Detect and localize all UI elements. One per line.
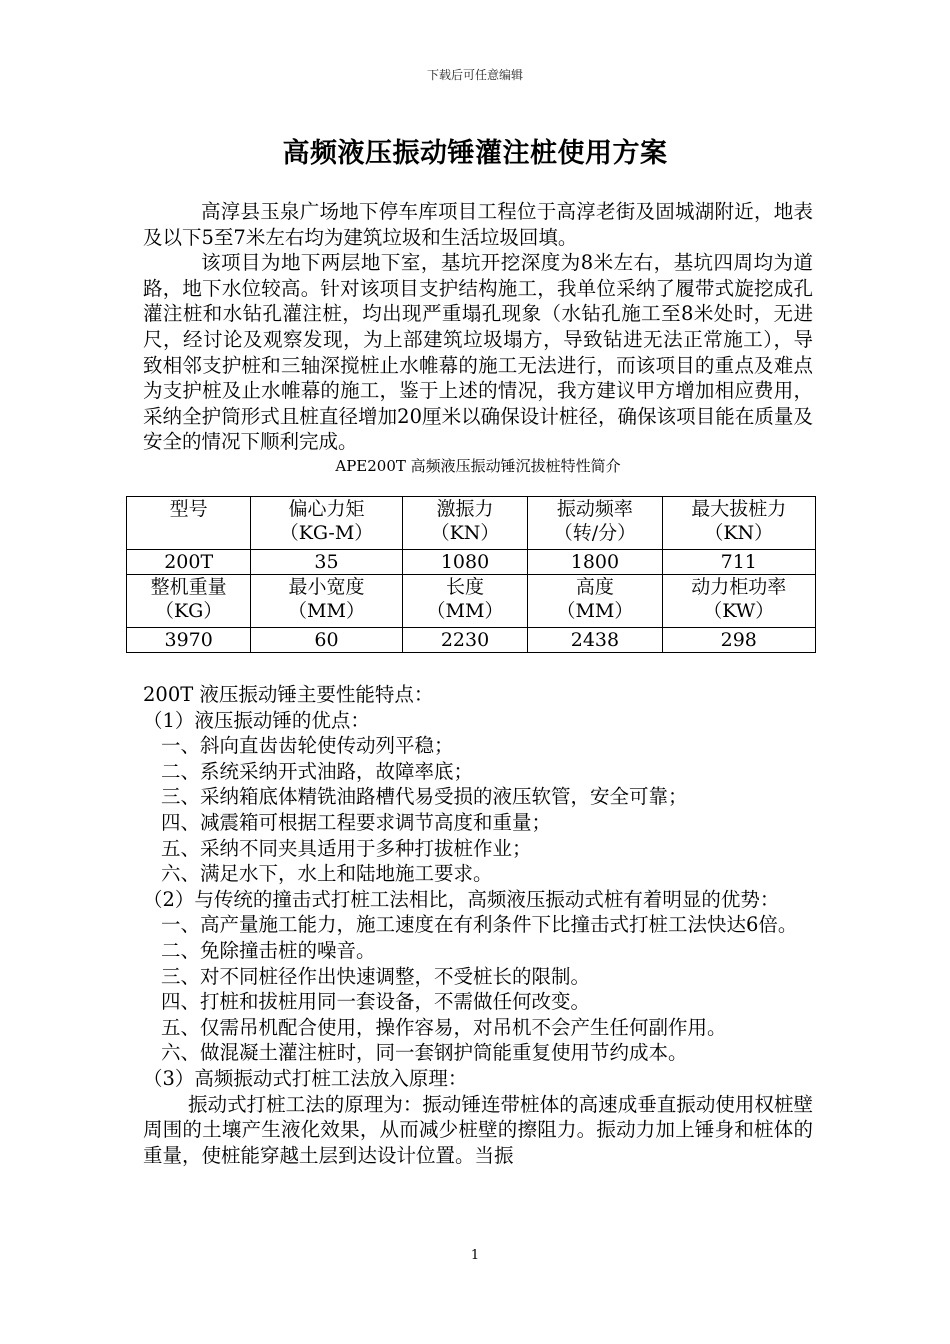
list-item: 三、采纳箱底体精铣油路槽代易受损的液压软管，安全可靠；	[161, 785, 688, 809]
table-caption: APE200T 高频液压振动锤沉拔桩特性简介	[335, 456, 621, 475]
page-title: 高频液压振动锤灌注桩使用方案	[282, 138, 668, 169]
table-cell: 3970	[127, 628, 251, 653]
table-header-cell: 整机重量 （KG）	[127, 575, 251, 628]
table-header-cell: 激振力 （KN）	[402, 497, 528, 550]
intro-paragraph-1: 高淳县玉泉广场地下停车库项目工程位于高淳老街及固城湖附近，地表及以下5至7米左右均为建筑垃圾和生活垃圾回填。	[143, 200, 813, 249]
list-item: 三、对不同桩径作出快速调整，不受桩长的限制。	[161, 964, 591, 988]
table-cell: 711	[662, 550, 816, 575]
table-cell: 2230	[402, 628, 528, 653]
table-cell: 2438	[528, 628, 662, 653]
intro-paragraph-2: 该项目为地下两层地下室，基坑开挖深度为8米左右，基坑四周均为道路，地下水位较高。针对该项目支护结构施工，我单位采纳了履带式旋挖成孔灌注桩和水钻孔灌注桩，均出现严重塌孔现象（水钻孔施工至8米处时，无进尺，经讨论及观察发现，为上部建筑垃圾塌方，导致钻进无法正常施工），导致相邻支护桩和三轴深搅桩止水帷幕的施工无法进行，而该项目的重点及难点为支护桩及止水帷幕的施工，鉴于上述的情况，我方建议甲方增加相应费用，采纳全护筒形式且桩直径增加20厘米以确保设计桩径，确保该项目能在质量及安全的情况下顺利完成。	[143, 251, 813, 454]
list-item: 四、打桩和拔桩用同一套设备，不需做任何改变。	[161, 990, 591, 1014]
table-header-row	[127, 575, 816, 628]
table-header-cell: 动力柜功率 （KW）	[662, 575, 816, 628]
table-header-row	[127, 497, 816, 550]
features-heading: 200T 液压振动锤主要性能特点：	[143, 683, 434, 706]
spec-table	[126, 496, 816, 653]
list-item: 一、斜向直齿齿轮使传动列平稳；	[161, 734, 454, 758]
table-cell: 35	[251, 550, 402, 575]
table-header-cell: 最大拔桩力 （KN）	[662, 497, 816, 550]
list-item: 二、系统采纳开式油路，故障率底；	[161, 759, 474, 783]
table-header-cell: 型号	[127, 497, 251, 550]
list-item: 二、免除撞击桩的噪音。	[161, 938, 376, 962]
list-item: 四、减震箱可根据工程要求调节高度和重量；	[161, 810, 552, 834]
intro-section	[143, 199, 813, 476]
table-header-cell: 长度 （MM）	[402, 575, 528, 628]
table-cell: 1080	[402, 550, 528, 575]
table-cell: 298	[662, 628, 816, 653]
features-section	[143, 682, 813, 1168]
table-header-cell: 高度 （MM）	[528, 575, 662, 628]
table-header-cell: 振动频率 （转/分）	[528, 497, 662, 550]
table-cell: 60	[251, 628, 402, 653]
table-row	[127, 550, 816, 575]
list-item: 六、满足水下，水上和陆地施工要求。	[161, 862, 493, 886]
list-item: 一、高产量施工能力，施工速度在有利条件下比撞击式打桩工法快达6倍。	[161, 913, 798, 937]
header-note: 下载后可任意编辑	[426, 68, 523, 82]
table-cell: 1800	[528, 550, 662, 575]
table-header-cell: 最小宽度 （MM）	[251, 575, 402, 628]
section-2-title: （2）与传统的撞击式打桩工法相比，高频液压振动式桩有着明显的优势：	[143, 887, 780, 911]
section-3-title: （3）高频振动式打桩工法放入原理：	[143, 1066, 468, 1090]
section-1-title: （1）液压振动锤的优点：	[143, 708, 370, 732]
list-item: 五、采纳不同夹具适用于多种打拔桩作业；	[161, 836, 532, 860]
page-number: 1	[470, 1248, 480, 1263]
table-cell: 200T	[127, 550, 251, 575]
section-3-text: 振动式打桩工法的原理为：振动锤连带桩体的高速成垂直振动使用权桩壁周围的土壤产生液化效果，从而减少桩壁的擦阻力。振动力加上锤身和桩体的重量，使桩能穿越土层到达设计位置。当振	[143, 1092, 813, 1167]
list-item: 五、仅需吊机配合使用，操作容易，对吊机不会产生任何副作用。	[161, 1015, 727, 1039]
table-row	[127, 628, 816, 653]
table-header-cell: 偏心力矩 （KG-M）	[251, 497, 402, 550]
list-item: 六、做混凝土灌注桩时，同一套钢护筒能重复使用节约成本。	[161, 1041, 688, 1065]
